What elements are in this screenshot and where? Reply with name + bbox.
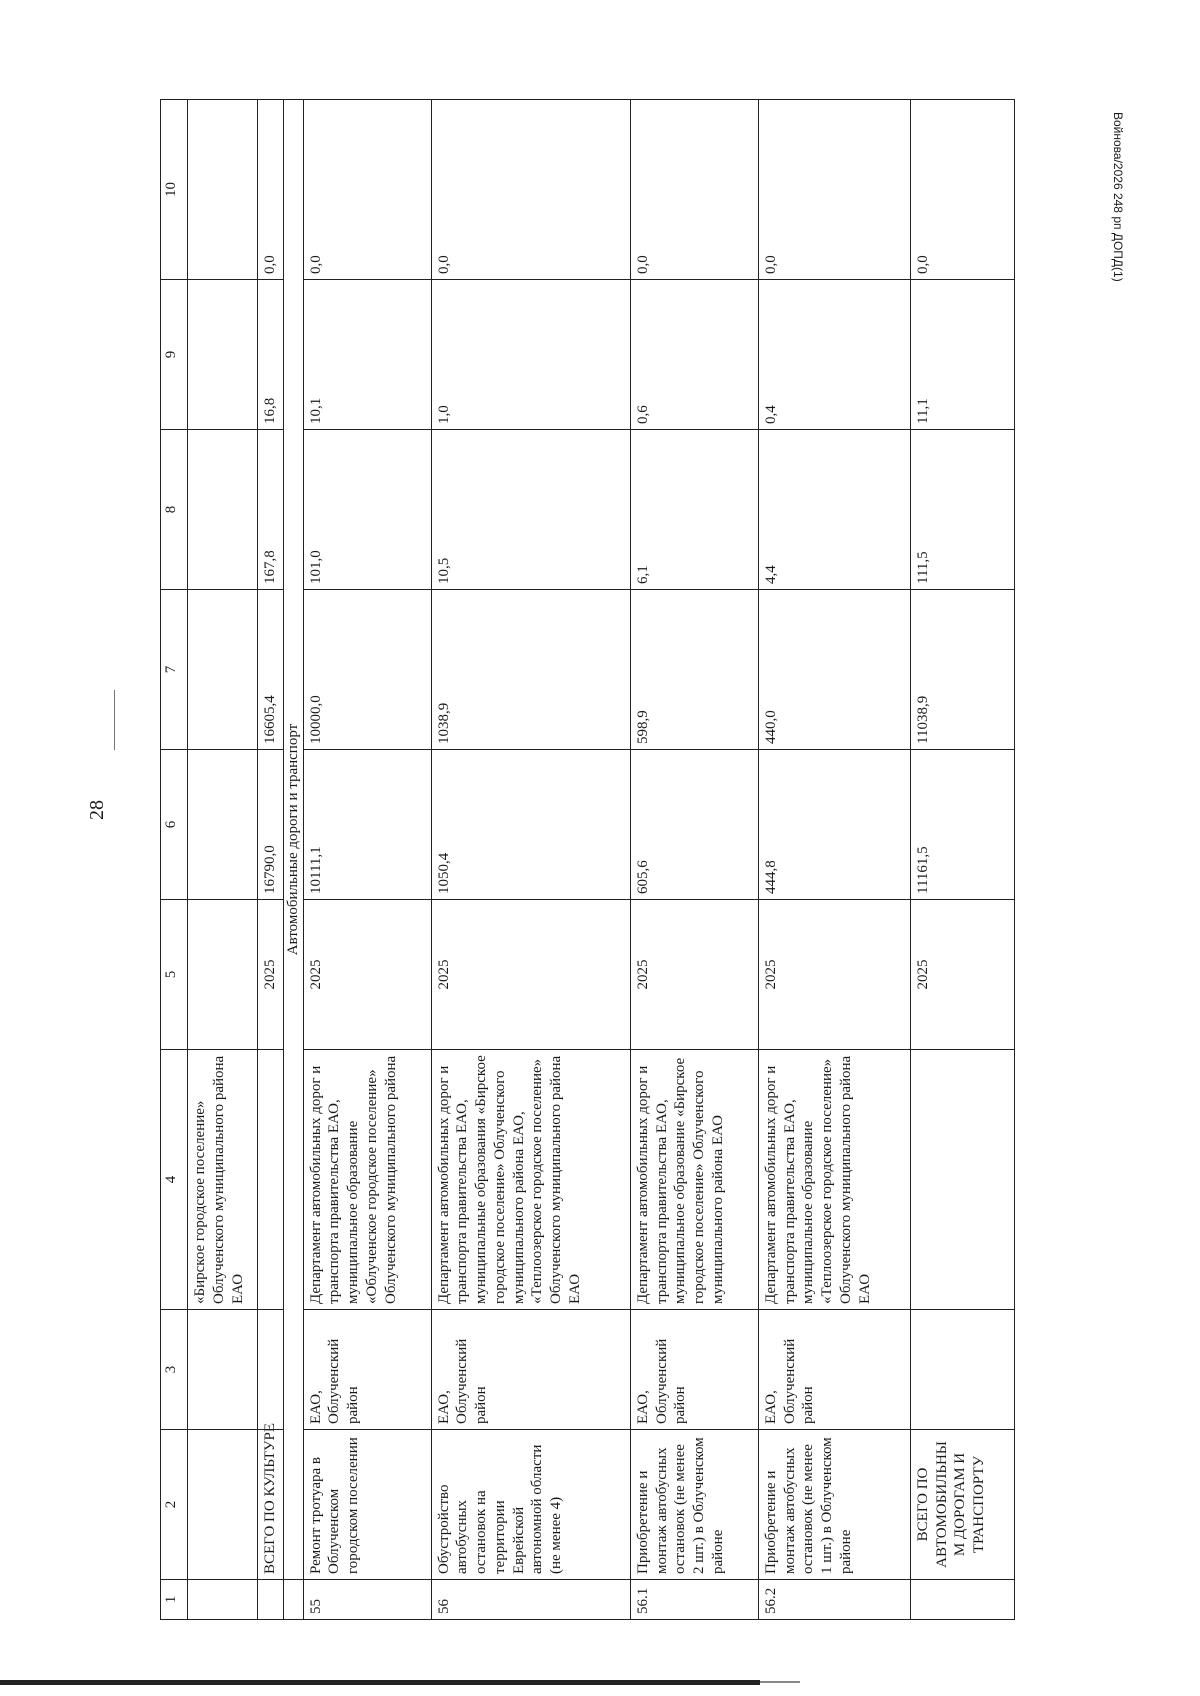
table-row [303, 100, 431, 1620]
year-cell: 2025 [630, 900, 758, 1050]
table-row [630, 100, 758, 1620]
value-cell: 111,5 [910, 430, 1014, 590]
value-cell: 10000,0 [303, 590, 431, 750]
value-cell: 11,1 [910, 280, 1014, 430]
column-number: 8 [161, 430, 188, 590]
value-cell: 444,8 [758, 750, 910, 900]
value-cell: 0,6 [630, 280, 758, 430]
column-number: 9 [161, 280, 188, 430]
item-name: Обустройство автобусных остановок на территории Еврейской автономной области (не менее 4) [431, 1430, 630, 1580]
place-cell: ЕАО, Облученский район [630, 1310, 758, 1430]
value-cell: 1,0 [431, 280, 630, 430]
total-label: ВСЕГО ПО КУЛЬТУРЕ [258, 1430, 284, 1580]
year-cell: 2025 [431, 900, 630, 1050]
executor-cell: Департамент автомобильных дорог и транспорта правительства ЕАО, муниципальное образование «Теплоозерское городское поселение» Облученского муниципального района ЕАО [758, 1050, 910, 1310]
value-cell: 10,5 [431, 430, 630, 590]
value-cell: 0,0 [910, 100, 1014, 280]
value-cell: 1038,9 [431, 590, 630, 750]
table-row [758, 100, 910, 1620]
value-cell: 16,8 [258, 280, 284, 430]
item-name: Приобретение и монтаж автобусных остановок (не менее 1 шт.) в Облученском районе [758, 1430, 910, 1580]
year-cell: 2025 [758, 900, 910, 1050]
page-bottom-rule [0, 1680, 760, 1685]
executor-cell: «Бирское городское поселение» Облученского муниципального района ЕАО [188, 1050, 258, 1310]
section-row [283, 100, 303, 1620]
page-bottom-rule-thin [760, 1681, 800, 1683]
item-name: Ремонт тротуара в Облученском городском поселении [303, 1430, 431, 1580]
column-number: 2 [161, 1430, 188, 1580]
executor-cell: Департамент автомобильных дорог и транспорта правительства ЕАО, муниципальные образования «Бирское городское поселение» Облученского муниципального района ЕАО, «Теплоозерское городское поселение» Облученского муниципального района ЕАО [431, 1050, 630, 1310]
document-code: Войнова/2026 248 рп ДОПД(1) [1111, 112, 1125, 282]
row-number: 56.2 [758, 1580, 910, 1620]
table-row [431, 100, 630, 1620]
value-cell: 10,1 [303, 280, 431, 430]
place-cell: ЕАО, Облученский район [431, 1310, 630, 1430]
value-cell: 1050,4 [431, 750, 630, 900]
value-cell: 4,4 [758, 430, 910, 590]
column-number-row [161, 100, 188, 1620]
column-number: 6 [161, 750, 188, 900]
year-cell: 2025 [910, 900, 1014, 1050]
scan-mark [114, 690, 115, 750]
value-cell: 167,8 [258, 430, 284, 590]
value-cell: 16790,0 [258, 750, 284, 900]
year-cell: 2025 [303, 900, 431, 1050]
year-cell: 2025 [258, 900, 284, 1050]
column-number: 5 [161, 900, 188, 1050]
value-cell: 11161,5 [910, 750, 1014, 900]
total-label: ВСЕГО ПО АВТОМОБИЛЬНЫМ ДОРОГАМ И ТРАНСПОРТУ [910, 1430, 1014, 1580]
value-cell: 6,1 [630, 430, 758, 590]
value-cell: 0,0 [630, 100, 758, 280]
executor-cell: Департамент автомобильных дорог и транспорта правительства ЕАО, муниципальное образование «Облученское городское поселение» Облученского муниципального района [303, 1050, 431, 1310]
value-cell: 598,9 [630, 590, 758, 750]
value-cell: 605,6 [630, 750, 758, 900]
row-number: 55 [303, 1580, 431, 1620]
page-number: 28 [86, 800, 108, 820]
value-cell: 11038,9 [910, 590, 1014, 750]
value-cell: 0,0 [258, 100, 284, 280]
column-number: 3 [161, 1310, 188, 1430]
section-title: Автомобильные дороги и транспорт [283, 100, 303, 1580]
culture-total-row [258, 100, 284, 1620]
value-cell: 0,0 [303, 100, 431, 280]
roads-total-row [910, 100, 1014, 1620]
column-number: 4 [161, 1050, 188, 1310]
value-cell: 0,0 [431, 100, 630, 280]
program-table [160, 99, 1015, 1620]
row-number: 56 [431, 1580, 630, 1620]
column-number: 7 [161, 590, 188, 750]
rotated-table-container [160, 100, 1015, 1620]
value-cell: 0,0 [758, 100, 910, 280]
value-cell: 440,0 [758, 590, 910, 750]
value-cell: 10111,1 [303, 750, 431, 900]
value-cell: 16605,4 [258, 590, 284, 750]
value-cell: 101,0 [303, 430, 431, 590]
item-name: Приобретение и монтаж автобусных остановок (не менее 2 шт.) в Облученском районе [630, 1430, 758, 1580]
place-cell: ЕАО, Облученский район [303, 1310, 431, 1430]
continuation-row [188, 100, 258, 1620]
row-number: 56.1 [630, 1580, 758, 1620]
column-number: 10 [161, 100, 188, 280]
place-cell: ЕАО, Облученский район [758, 1310, 910, 1430]
executor-cell: Департамент автомобильных дорог и транспорта правительства ЕАО, муниципальное образование «Бирское городское поселение» Облученского муниципального района ЕАО [630, 1050, 758, 1310]
column-number: 1 [161, 1580, 188, 1620]
value-cell: 0,4 [758, 280, 910, 430]
